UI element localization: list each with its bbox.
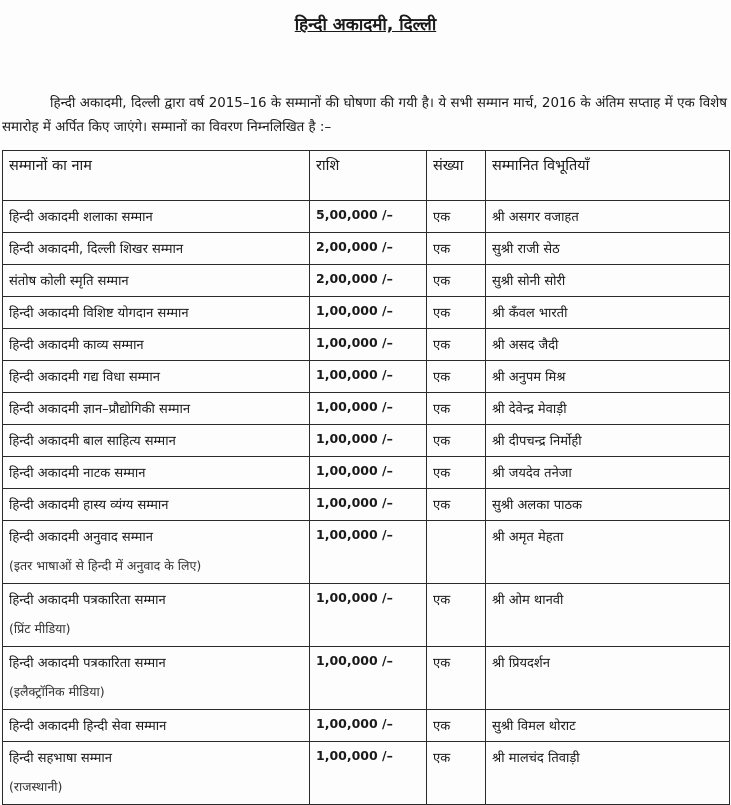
table-row [3, 584, 730, 647]
award-amount: 1,00,000 /– [310, 742, 427, 805]
award-count: एक [427, 425, 486, 457]
award-name-cell [3, 361, 310, 393]
intro-paragraph: हिन्दी अकादमी, दिल्ली द्वारा वर्ष 2015–16 के सम्मानों की घोषणा की गयी है। ये सभी सम्मान मार्च, 2016 के अंतिम सप्ताह में एक विशेष समारोह में अर्पित किए जाएंगे। सम्मानों का विवरण निम्नलिखित है :– [2, 96, 727, 135]
award-amount: 1,00,000 /– [310, 361, 427, 393]
award-name: हिन्दी अकादमी पत्रकारिता सम्मान [9, 593, 166, 608]
award-count: एक [427, 393, 486, 425]
award-recipient: श्री ओम थानवी [486, 584, 730, 647]
award-count: एक [427, 710, 486, 742]
award-note: (राजस्थानी) [9, 779, 63, 794]
award-name-cell [3, 489, 310, 521]
award-name: हिन्दी अकादमी ज्ञान–प्रौद्योगिकी सम्मान [9, 402, 191, 417]
award-count: एक [427, 233, 486, 265]
award-amount: 1,00,000 /– [310, 329, 427, 361]
award-recipient: श्री देवेन्द्र मेवाड़ी [486, 393, 730, 425]
award-amount: 1,00,000 /– [310, 647, 427, 710]
award-name: हिन्दी अकादमी गद्य विधा सम्मान [9, 370, 160, 385]
award-name-cell [3, 329, 310, 361]
award-name: हिन्दी अकादमी विशिष्ट योगदान सम्मान [9, 306, 189, 321]
awards-table [2, 150, 730, 805]
award-count: एक [427, 457, 486, 489]
award-note: (प्रिंट मीडिया) [9, 621, 71, 636]
award-name-cell [3, 647, 310, 710]
award-count: एक [427, 647, 486, 710]
award-name-cell [3, 710, 310, 742]
award-name-cell [3, 297, 310, 329]
award-name: हिन्दी अकादमी काव्य सम्मान [9, 338, 144, 353]
award-recipient: श्री असद जैदी [486, 329, 730, 361]
award-amount: 1,00,000 /– [310, 457, 427, 489]
table-row [3, 329, 730, 361]
award-amount: 1,00,000 /– [310, 521, 427, 584]
award-name: हिन्दी अकादमी नाटक सम्मान [9, 466, 146, 481]
award-amount: 2,00,000 /– [310, 265, 427, 297]
award-amount: 1,00,000 /– [310, 425, 427, 457]
award-name: हिन्दी अकादमी बाल साहित्य सम्मान [9, 434, 176, 449]
award-amount: 1,00,000 /– [310, 584, 427, 647]
award-name-cell [3, 393, 310, 425]
award-recipient: सुश्री विमल थोराट [486, 710, 730, 742]
award-name-cell [3, 201, 310, 233]
award-name-cell [3, 233, 310, 265]
award-recipient: श्री मालचंद तिवाड़ी [486, 742, 730, 805]
table-row [3, 233, 730, 265]
table-row [3, 201, 730, 233]
award-name: संतोष कोली स्मृति सम्मान [9, 274, 129, 289]
table-header-row [3, 151, 730, 201]
header-count: संख्या [427, 151, 486, 201]
award-recipient: श्री दीपचन्द्र निर्मोही [486, 425, 730, 457]
award-name-cell [3, 425, 310, 457]
table-row [3, 297, 730, 329]
award-name: हिन्दी सहभाषा सम्मान [9, 751, 112, 766]
table-row [3, 425, 730, 457]
award-name: हिन्दी अकादमी अनुवाद सम्मान [9, 530, 153, 545]
award-count: एक [427, 584, 486, 647]
award-recipient: श्री कँवल भारती [486, 297, 730, 329]
award-recipient: सुश्री सोनी सोरी [486, 265, 730, 297]
award-name-cell [3, 265, 310, 297]
award-amount: 5,00,000 /– [310, 201, 427, 233]
award-amount: 1,00,000 /– [310, 393, 427, 425]
award-note: (इलैक्ट्रॉनिक मीडिया) [9, 684, 105, 699]
awards-table-body [3, 201, 730, 805]
award-name: हिन्दी अकादमी पत्रकारिता सम्मान [9, 656, 166, 671]
award-recipient: सुश्री अलका पाठक [486, 489, 730, 521]
document-title [0, 12, 731, 35]
award-recipient: श्री अमृत मेहता [486, 521, 730, 584]
table-row [3, 521, 730, 584]
award-count: एक [427, 329, 486, 361]
table-row [3, 710, 730, 742]
award-count: एक [427, 361, 486, 393]
award-recipient: श्री असगर वजाहत [486, 201, 730, 233]
table-row [3, 393, 730, 425]
table-row [3, 647, 730, 710]
award-name-cell [3, 521, 310, 584]
table-row [3, 457, 730, 489]
award-note: (इतर भाषाओं से हिन्दी में अनुवाद के लिए) [9, 558, 202, 573]
header-recipient: सम्मानित विभूतियाँ [486, 151, 730, 201]
award-recipient: श्री अनुपम मिश्र [486, 361, 730, 393]
header-award-name: सम्मानों का नाम [3, 151, 310, 201]
award-count: एक [427, 297, 486, 329]
award-name: हिन्दी अकादमी हास्य व्यंग्य सम्मान [9, 498, 169, 513]
table-row [3, 742, 730, 805]
award-name-cell [3, 457, 310, 489]
document-title-text: हिन्दी अकादमी, दिल्ली [294, 15, 437, 35]
award-count: एक [427, 265, 486, 297]
award-amount: 1,00,000 /– [310, 297, 427, 329]
award-count: एक [427, 201, 486, 233]
award-name: हिन्दी अकादमी, दिल्ली शिखर सम्मान [9, 242, 184, 257]
award-name-cell [3, 584, 310, 647]
award-amount: 1,00,000 /– [310, 489, 427, 521]
award-name: हिन्दी अकादमी शलाका सम्मान [9, 210, 153, 225]
header-amount: राशि [310, 151, 427, 201]
award-amount: 2,00,000 /– [310, 233, 427, 265]
award-recipient: श्री जयदेव तनेजा [486, 457, 730, 489]
table-row [3, 489, 730, 521]
award-count: एक [427, 489, 486, 521]
table-row [3, 265, 730, 297]
award-name: हिन्दी अकादमी हिन्दी सेवा सम्मान [9, 719, 167, 734]
table-row [3, 361, 730, 393]
award-count: एक [427, 742, 486, 805]
award-count [427, 521, 486, 584]
award-amount: 1,00,000 /– [310, 710, 427, 742]
award-recipient: श्री प्रियदर्शन [486, 647, 730, 710]
award-name-cell [3, 742, 310, 805]
award-recipient: सुश्री राजी सेठ [486, 233, 730, 265]
